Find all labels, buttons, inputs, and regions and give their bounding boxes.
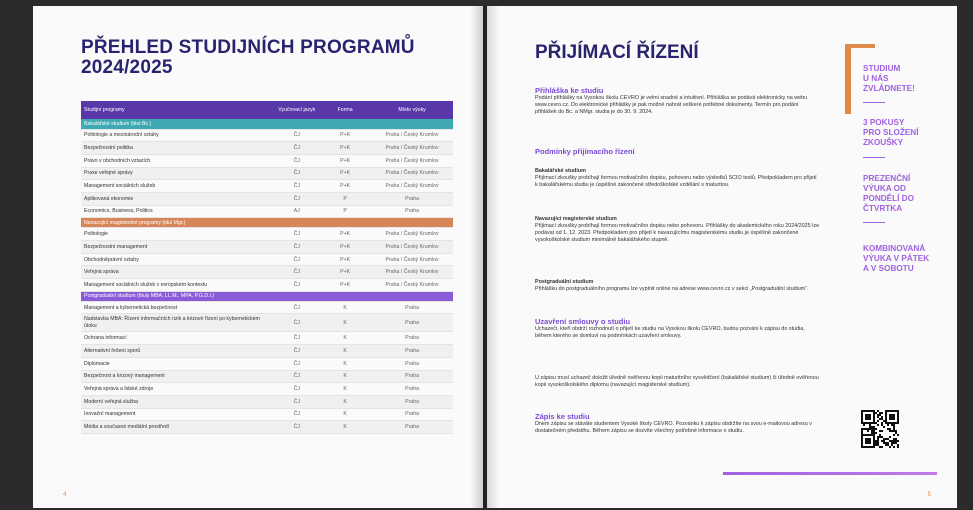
program-name: Moderní veřejná služba [81,395,274,408]
location-cell: Praha / Český Krumlov [371,129,453,142]
title-line-2: 2024/2025 [81,57,173,78]
language-cell: ČJ [274,421,319,434]
location-cell: Praha [371,314,453,332]
location-cell: Praha [371,205,453,218]
language-cell: ČJ [274,241,319,254]
heading-application: Přihláška ke studiu [535,86,604,95]
form-cell: P+K [319,154,371,167]
form-cell: K [319,301,371,314]
form-cell: P+K [319,279,371,292]
table-row [81,383,453,396]
language-cell: ČJ [274,408,319,421]
language-cell: ČJ [274,383,319,396]
side-callout-3 [863,174,914,214]
text-contract-1: Uchazeči, kteří obdrží rozhodnutí o přijetí ke studiu na Vysokou školu CEVRO, budou pozváni k zápisu do studia, během kterého se domluví na podmínkách uzavření smlouvy. [535,326,805,339]
table-row [81,154,453,167]
qr-module [881,412,883,414]
form-cell: P+K [319,266,371,279]
section-title: Bakalářské studium (titul Bc.) [81,119,453,129]
page-number: 5 [927,492,931,498]
language-cell: AJ [274,205,319,218]
qr-module [887,424,889,426]
section-title: Navazující magisterské programy (titul Mgr.) [81,218,453,228]
language-cell: ČJ [274,167,319,180]
form-cell: P+K [319,180,371,193]
qr-module [897,446,899,448]
form-cell: K [319,383,371,396]
language-cell: ČJ [274,332,319,345]
location-cell: Praha [371,357,453,370]
title-line-1: PŘEHLED STUDIJNÍCH PROGRAMŮ [81,37,415,58]
side-divider [863,102,885,103]
form-cell: P+K [319,142,371,155]
program-name: Nadstavba MBA: Řízení informačních rizik a krizové řízení po kybernetickém útoku [81,314,274,332]
location-cell: Praha / Český Krumlov [371,241,453,254]
program-name: Diplomacie [81,357,274,370]
table-row [81,421,453,434]
side-line: ZKOUŠKY [863,138,904,147]
table-row [81,253,453,266]
form-cell: K [319,395,371,408]
table-row [81,279,453,292]
language-cell: ČJ [274,279,319,292]
left-page [33,6,483,508]
side-line: STUDIUM [863,64,901,73]
form-cell: K [319,370,371,383]
qr-code [861,410,899,448]
program-name: Právo v obchodních vztazích [81,154,274,167]
language-cell: ČJ [274,395,319,408]
program-name: Management a kybernetická bezpečnost [81,301,274,314]
header-language: Vyučovací jazyk [274,101,319,119]
location-cell: Praha [371,345,453,358]
page-number: 4 [63,492,67,498]
language-cell: ČJ [274,314,319,332]
program-name: Praxe veřejné správy [81,167,274,180]
qr-module [897,434,899,436]
programs-table [81,101,453,434]
program-name: Inovační management [81,408,274,421]
location-cell: Praha [371,301,453,314]
section-title: Postgraduální studium (tituly MBA, LL.M., MPA, P.G.D.I.) [81,291,453,301]
language-cell: ČJ [274,301,319,314]
program-name: Bezpečnostní management [81,241,274,254]
program-name: Média a současné mediální prostředí [81,421,274,434]
text-bachelor: Přijímací zkoušky probíhají formou motivačního dopisu, pohovoru nebo výsledků SCIO testů. Předpokladem pro přijetí k bakalářskému studiu je úspěšné zakončené středoškolské vzdělání s maturitou. [535,175,817,188]
side-line: 3 POKUSY [863,118,905,127]
program-name: Veřejná správa a lidské zdroje [81,383,274,396]
qr-module [869,418,871,420]
location-cell: Praha [371,421,453,434]
table-row [81,314,453,332]
location-cell: Praha / Český Krumlov [371,266,453,279]
form-cell: P [319,205,371,218]
table-row [81,408,453,421]
text-master: Přijímací zkoušky probíhají formou motivačního dopisu nebo pohovoru. Přihlášky do akademického roku 2024/2025 lze podávat od 1. 12. 2023. Předpokladem pro přijetí k navazujícímu magisterskému studiu je úspěšně zakončené vysokoškolské studium minimálně bakalářského stupně. [535,223,820,243]
table-row [81,129,453,142]
location-cell: Praha / Český Krumlov [371,228,453,241]
right-page [487,6,957,508]
language-cell: ČJ [274,357,319,370]
location-cell: Praha / Český Krumlov [371,142,453,155]
side-divider [863,222,885,223]
qr-module [867,430,869,432]
section-row [81,119,453,129]
location-cell: Praha / Český Krumlov [371,253,453,266]
table-row [81,142,453,155]
program-name: Bezpečnost a krizový management [81,370,274,383]
qr-module [889,436,891,438]
qr-module [875,428,877,430]
qr-module [869,442,871,444]
book-spine-shadow [470,6,500,508]
program-name: Alternativní řešení sporů [81,345,274,358]
language-cell: ČJ [274,192,319,205]
language-cell: ČJ [274,142,319,155]
qr-module [877,420,879,422]
program-name: Ochrana informací [81,332,274,345]
table-row [81,370,453,383]
table-row [81,192,453,205]
table-row [81,205,453,218]
program-name: Economics, Business, Politics [81,205,274,218]
form-cell: P+K [319,228,371,241]
language-cell: ČJ [274,129,319,142]
text-contract-2: U zápisu musí uchazeč doložit úředně ověřenou kopii maturitního vysvědčení (bakalářské studium) či úředně ověřenou kopii vysokoškolského diplomu (navazující magisterské studium). [535,375,819,388]
side-line: KOMBINOVANÁ [863,244,926,253]
subheading-master: Navazující magisterské studium [535,216,617,222]
form-cell: K [319,421,371,434]
side-line: ČTVRTKA [863,204,903,213]
side-line: VÝUKA OD [863,184,906,193]
heading-conditions: Podmínky přijímacího řízení [535,147,635,156]
side-callout-1 [863,64,915,94]
location-cell: Praha / Český Krumlov [371,279,453,292]
location-cell: Praha / Český Krumlov [371,154,453,167]
subheading-postgraduate: Postgraduální studium [535,279,594,285]
language-cell: ČJ [274,345,319,358]
location-cell: Praha [371,395,453,408]
table-row [81,241,453,254]
form-cell: P+K [319,167,371,180]
form-cell: K [319,345,371,358]
location-cell: Praha / Český Krumlov [371,167,453,180]
table-row [81,266,453,279]
text-application: Podání přihlášky na Vysokou školu CEVRO je velmi snadné a intuitivní. Přihláška se podává elektronicky na webu www.cevro.cz. Do elektronické přihlášky je pak možné nahrát veškeré potřebné dokumenty. Termín pro podání přihlášek do Bc. a NMgr. studia je do 30. 9. 2024. [535,95,808,115]
side-divider [863,157,885,158]
location-cell: Praha / Český Krumlov [371,180,453,193]
qr-module [881,430,883,432]
language-cell: ČJ [274,253,319,266]
side-line: PRO SLOŽENÍ [863,128,919,137]
qr-module [893,418,895,420]
page-title [81,38,415,78]
qr-module [877,424,879,426]
language-cell: ČJ [274,266,319,279]
heading-contract: Uzavření smlouvy o studiu [535,317,631,326]
subheading-bachelor: Bakalářské studium [535,168,586,174]
language-cell: ČJ [274,228,319,241]
table-header-row [81,101,453,119]
table-row [81,395,453,408]
table-row [81,301,453,314]
form-cell: P [319,192,371,205]
location-cell: Praha [371,192,453,205]
side-line: U NÁS [863,74,889,83]
side-callout-4 [863,244,929,274]
form-cell: K [319,314,371,332]
section-row [81,218,453,228]
header-form: Forma [319,101,371,119]
header-programs: Studijní programy [81,101,274,119]
section-row [81,291,453,301]
table-row [81,345,453,358]
qr-module [881,446,883,448]
accent-bar [845,44,851,114]
heading-enrollment: Zápis ke studiu [535,412,590,421]
form-cell: P+K [319,129,371,142]
qr-module [883,426,885,428]
page-title: PŘIJÍMACÍ ŘÍZENÍ [535,42,699,63]
side-line: PONDĚLÍ DO [863,194,914,203]
program-name: Obchodněprávní vztahy [81,253,274,266]
accent-line [723,472,937,475]
language-cell: ČJ [274,370,319,383]
qr-module [897,422,899,424]
program-name: Politologie a mezinárodní vztahy [81,129,274,142]
location-cell: Praha [371,332,453,345]
qr-module [893,446,895,448]
location-cell: Praha [371,383,453,396]
qr-module [863,424,865,426]
language-cell: ČJ [274,180,319,193]
location-cell: Praha [371,408,453,421]
side-line: VÝUKA V PÁTEK [863,254,930,263]
form-cell: K [319,408,371,421]
text-postgraduate: Přihlášku do postgraduálního programu lze vyplnit online na adrese www.cevro.cz v sekci „Postgraduální studium“. [535,286,809,292]
form-cell: K [319,357,371,370]
table-row [81,167,453,180]
table-row [81,180,453,193]
header-location: Místo výuky [371,101,453,119]
qr-module [889,446,891,448]
program-name: Politologie [81,228,274,241]
form-cell: P+K [319,253,371,266]
program-name: Aplikovaná ekonomie [81,192,274,205]
side-line: A V SOBOTU [863,264,914,273]
table-row [81,357,453,370]
qr-module [875,432,877,434]
form-cell: K [319,332,371,345]
language-cell: ČJ [274,154,319,167]
table-row [81,228,453,241]
program-name: Management sociálních služeb [81,180,274,193]
side-line: ZVLÁDNETE! [863,84,915,93]
program-name: Veřejná správa [81,266,274,279]
qr-module [897,440,899,442]
location-cell: Praha [371,370,453,383]
program-name: Management sociálních služeb v evropském kontextu [81,279,274,292]
side-line: PREZENČNÍ [863,174,911,183]
program-name: Bezpečnostní politika [81,142,274,155]
form-cell: P+K [319,241,371,254]
side-callout-2 [863,118,919,148]
qr-module [893,434,895,436]
qr-module [873,446,875,448]
text-enrollment: Dnem zápisu se stáváte studentem Vysoké školy CEVRO. Pozvánku k zápisu obdržíte na svou e-mailovou adresu v dostatečném předstihu. Během zápisu se dozvíte všechny potřebné informace o studiu. [535,421,812,434]
table-row [81,332,453,345]
